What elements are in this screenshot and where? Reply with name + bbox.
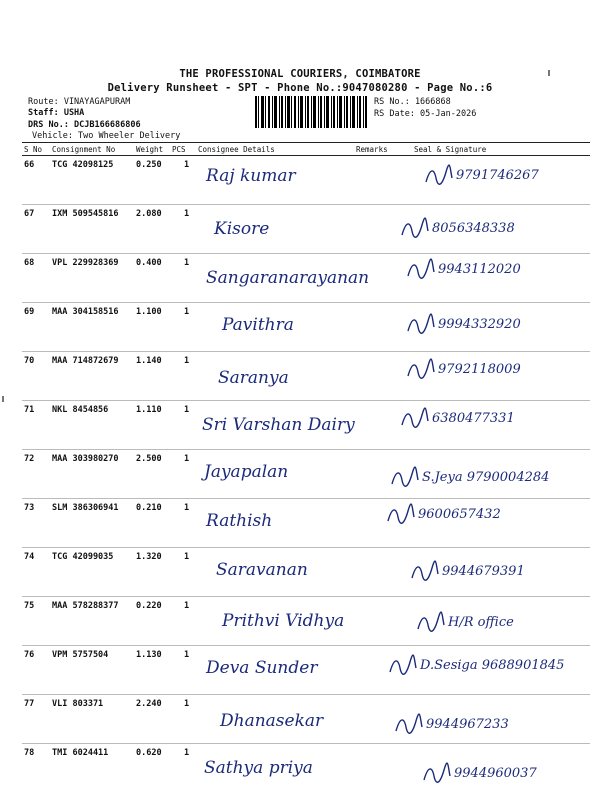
row-divider — [22, 547, 590, 548]
row-sno: 72 — [24, 454, 35, 464]
row-pcs: 1 — [184, 503, 190, 513]
row-consignee-handwritten: Pavithra — [222, 315, 294, 335]
row-sno: 68 — [24, 258, 35, 268]
row-consignee-handwritten: Raj kumar — [206, 166, 296, 186]
row-signature-handwritten: 9600657432 — [418, 507, 501, 522]
row-consignee-handwritten: Sangaranarayanan — [206, 268, 370, 288]
row-pcs: 1 — [184, 307, 190, 317]
row-signature-handwritten: H/R office — [448, 615, 514, 630]
row-weight: 1.130 — [136, 650, 162, 660]
row-pcs: 1 — [184, 454, 190, 464]
row-sno: 70 — [24, 356, 35, 366]
row-divider — [22, 204, 590, 205]
row-weight: 0.400 — [136, 258, 162, 268]
row-consignment-no: TCG 42099035 — [52, 552, 114, 562]
signature-scrawl — [386, 503, 416, 527]
signature-scrawl — [416, 611, 446, 635]
col-seal-signature: Seal & Signature — [414, 145, 487, 154]
row-consignment-no: TCG 42098125 — [52, 160, 114, 170]
row-divider — [22, 302, 590, 303]
row-pcs: 1 — [184, 258, 190, 268]
row-weight: 2.080 — [136, 209, 162, 219]
signature-scrawl — [390, 466, 420, 490]
rs-number: RS No.: 1666868 — [374, 97, 451, 107]
runsheet-subtitle: Delivery Runsheet - SPT - Phone No.:9047080280 - Page No.:6 — [107, 82, 493, 94]
header-rule-bottom — [22, 155, 590, 156]
col-consignment: Consignment No — [52, 145, 116, 154]
row-signature-handwritten: 9791746267 — [456, 168, 539, 183]
row-weight: 2.500 — [136, 454, 162, 464]
row-consignment-no: MAA 303980270 — [52, 454, 119, 464]
row-consignee-handwritten: Dhanasekar — [220, 711, 324, 731]
signature-scrawl — [400, 407, 430, 431]
row-pcs: 1 — [184, 552, 190, 562]
signature-scrawl — [410, 560, 440, 584]
row-consignee-handwritten: Kisore — [214, 219, 270, 239]
row-weight: 0.250 — [136, 160, 162, 170]
row-consignment-no: MAA 304158516 — [52, 307, 119, 317]
row-sno: 67 — [24, 209, 35, 219]
row-weight: 2.240 — [136, 699, 162, 709]
row-weight: 0.220 — [136, 601, 162, 611]
row-signature-handwritten: 8056348338 — [432, 221, 515, 236]
row-signature-handwritten: S.Jeya 9790004284 — [422, 470, 550, 485]
rs-date: RS Date: 05-Jan-2026 — [374, 109, 477, 119]
row-signature-handwritten: 9944960037 — [454, 766, 537, 781]
row-consignee-handwritten: Deva Sunder — [206, 658, 318, 678]
row-signature-handwritten: 9994332920 — [438, 317, 521, 332]
row-weight: 1.320 — [136, 552, 162, 562]
scan-mark — [548, 70, 550, 76]
row-consignee-handwritten: Jayapalan — [204, 462, 289, 482]
row-consignee-handwritten: Saravanan — [216, 560, 308, 580]
header-rule-top — [22, 142, 590, 143]
row-pcs: 1 — [184, 356, 190, 366]
row-consignment-no: VPM 5757504 — [52, 650, 109, 660]
row-consignee-handwritten: Saranya — [218, 368, 289, 388]
col-pcs: PCS — [172, 145, 186, 154]
row-divider — [22, 498, 590, 499]
signature-scrawl — [422, 762, 452, 786]
col-consignee: Consignee Details — [198, 145, 275, 154]
row-consignee-handwritten: Sri Varshan Dairy — [202, 415, 355, 435]
scan-mark — [2, 396, 4, 402]
signature-scrawl — [406, 313, 436, 337]
signature-scrawl — [424, 164, 454, 188]
row-consignment-no: VPL 229928369 — [52, 258, 119, 268]
signature-scrawl — [394, 713, 424, 737]
row-sno: 74 — [24, 552, 35, 562]
row-pcs: 1 — [184, 405, 190, 415]
row-weight: 0.620 — [136, 748, 162, 758]
row-sno: 73 — [24, 503, 35, 513]
row-divider — [22, 596, 590, 597]
row-consignment-no: IXM 509545816 — [52, 209, 119, 219]
row-weight: 1.100 — [136, 307, 162, 317]
signature-scrawl — [406, 258, 436, 282]
row-signature-handwritten: D.Sesiga 9688901845 — [420, 658, 565, 673]
row-signature-handwritten: 9944679391 — [442, 564, 525, 579]
col-sno: S No — [24, 145, 43, 154]
route-label: Route: VINAYAGAPURAM — [28, 97, 131, 107]
row-consignee-handwritten: Rathish — [206, 511, 273, 531]
row-sno: 71 — [24, 405, 35, 415]
row-weight: 1.140 — [136, 356, 162, 366]
row-pcs: 1 — [184, 748, 190, 758]
row-signature-handwritten: 6380477331 — [432, 411, 515, 426]
row-divider — [22, 449, 590, 450]
row-consignee-handwritten: Sathya priya — [204, 758, 313, 778]
row-weight: 1.110 — [136, 405, 162, 415]
col-weight: Weight — [136, 145, 164, 154]
row-sno: 69 — [24, 307, 35, 317]
row-sno: 75 — [24, 601, 35, 611]
row-pcs: 1 — [184, 650, 190, 660]
drs-number: DRS No.: DCJB166686806 — [28, 120, 141, 130]
signature-scrawl — [388, 654, 418, 678]
vehicle-label: Vehicle: Two Wheeler Delivery — [32, 131, 181, 141]
row-pcs: 1 — [184, 209, 190, 219]
row-divider — [22, 351, 590, 352]
row-signature-handwritten: 9792118009 — [438, 362, 521, 377]
row-consignment-no: NKL 8454856 — [52, 405, 109, 415]
row-sno: 77 — [24, 699, 35, 709]
row-signature-handwritten: 9943112020 — [438, 262, 521, 277]
row-consignment-no: SLM 386306941 — [52, 503, 119, 513]
row-consignee-handwritten: Prithvi Vidhya — [222, 611, 345, 631]
row-consignment-no: VLI 803371 — [52, 699, 104, 709]
company-title: THE PROFESSIONAL COURIERS, COIMBATORE — [179, 68, 421, 80]
row-pcs: 1 — [184, 160, 190, 170]
row-divider — [22, 400, 590, 401]
row-consignment-no: MAA 578288377 — [52, 601, 119, 611]
col-remarks: Remarks — [356, 145, 388, 154]
row-signature-handwritten: 9944967233 — [426, 717, 509, 732]
barcode-image — [255, 96, 367, 128]
row-pcs: 1 — [184, 699, 190, 709]
row-divider — [22, 253, 590, 254]
row-divider — [22, 645, 590, 646]
row-pcs: 1 — [184, 601, 190, 611]
row-sno: 78 — [24, 748, 35, 758]
signature-scrawl — [400, 217, 430, 241]
row-sno: 76 — [24, 650, 35, 660]
row-divider — [22, 694, 590, 695]
row-sno: 66 — [24, 160, 35, 170]
signature-scrawl — [406, 358, 436, 382]
row-weight: 0.210 — [136, 503, 162, 513]
staff-label: Staff: USHA — [28, 108, 85, 118]
row-consignment-no: MAA 714872679 — [52, 356, 119, 366]
row-consignment-no: TMI 6024411 — [52, 748, 109, 758]
row-divider — [22, 743, 590, 744]
